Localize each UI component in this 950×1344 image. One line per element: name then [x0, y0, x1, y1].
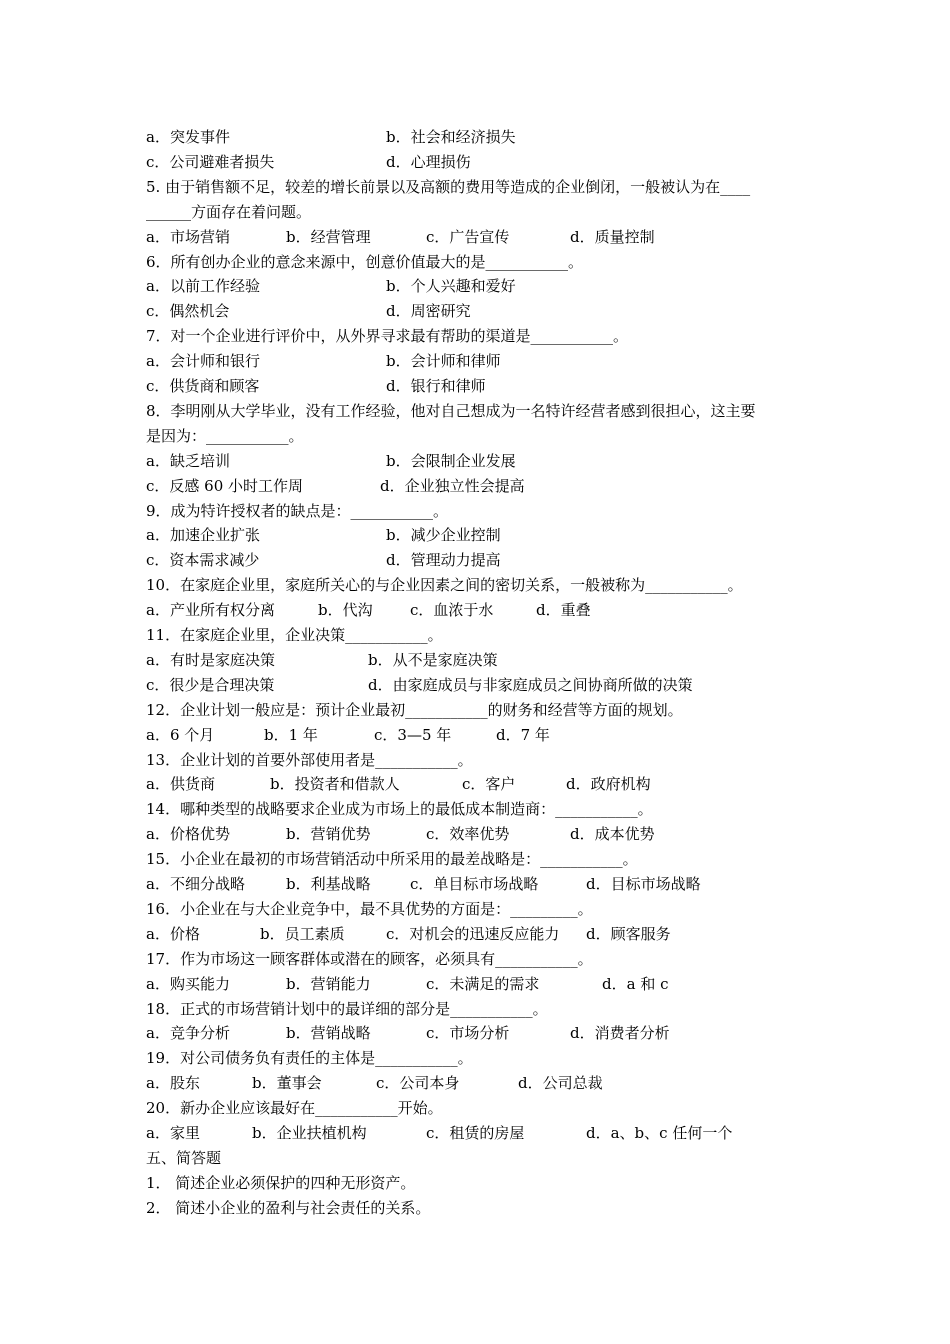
- option-a: a．6 个月: [146, 726, 215, 744]
- option-b: b．利基战略: [286, 875, 371, 893]
- option-d: d．目标市场战略: [586, 875, 701, 893]
- option-b: b．社会和经济损失: [386, 128, 516, 146]
- text-line: 17．作为市场这一顾客群体或潜在的顾客，必须具有___________。: [146, 950, 593, 968]
- text-line: 6．所有创办企业的意念来源中，创意价值最大的是___________。: [146, 253, 584, 271]
- option-a: a．市场营销: [146, 228, 230, 246]
- option-a: a．以前工作经验: [146, 277, 260, 295]
- option-b: d．企业独立性会提高: [380, 477, 525, 495]
- option-b: b．会计师和律师: [386, 352, 501, 370]
- option-b: b．投资者和借款人: [270, 775, 400, 793]
- option-a: c．反感 60 小时工作周: [146, 477, 304, 495]
- option-b: b．1 年: [264, 726, 318, 744]
- option-c: c．市场分析: [426, 1024, 510, 1042]
- text-line: 13．企业计划的首要外部使用者是___________。: [146, 751, 473, 769]
- option-b: b．营销能力: [286, 975, 371, 993]
- option-d: d．质量控制: [570, 228, 655, 246]
- option-b: b．经营管理: [286, 228, 371, 246]
- text-line: 19．对公司债务负有责任的主体是___________。: [146, 1049, 473, 1067]
- text-line: 12．企业计划一般应是：预计企业最初___________的财务和经营等方面的规划。: [146, 701, 683, 719]
- option-b: b．董事会: [252, 1074, 322, 1092]
- option-b: b．营销优势: [286, 825, 371, 843]
- option-b: b．从不是家庭决策: [368, 651, 498, 669]
- option-c: c．对机会的迅速反应能力: [386, 925, 560, 943]
- option-a: a．突发事件: [146, 128, 230, 146]
- option-d: d．a 和 c: [602, 975, 669, 993]
- option-b: d．心理损伤: [386, 153, 471, 171]
- option-c: c．客户: [462, 775, 516, 793]
- text-line: 9．成为特许授权者的缺点是：___________。: [146, 502, 449, 520]
- text-line: 是因为：___________。: [146, 427, 304, 445]
- option-c: c．未满足的需求: [426, 975, 540, 993]
- option-c: c．公司本身: [376, 1074, 460, 1092]
- option-b: b．营销战略: [286, 1024, 371, 1042]
- option-b: d．管理动力提高: [386, 551, 501, 569]
- option-b: b．代沟: [318, 601, 373, 619]
- text-line: 7．对一个企业进行评价中，从外界寻求最有帮助的渠道是___________。: [146, 327, 629, 345]
- option-a: a．加速企业扩张: [146, 526, 260, 544]
- option-d: d．7 年: [496, 726, 550, 744]
- option-b: b．企业扶植机构: [252, 1124, 367, 1142]
- option-a: a．缺乏培训: [146, 452, 230, 470]
- option-b: b．会限制企业发展: [386, 452, 516, 470]
- option-d: d．顾客服务: [586, 925, 671, 943]
- option-a: a．不细分战略: [146, 875, 245, 893]
- option-a: a．产业所有权分离: [146, 601, 275, 619]
- option-b: b．减少企业控制: [386, 526, 501, 544]
- option-a: a．价格优势: [146, 825, 230, 843]
- option-a: a．购买能力: [146, 975, 230, 993]
- text-line: 2． 简述小企业的盈利与社会责任的关系。: [146, 1199, 431, 1217]
- option-c: c．效率优势: [426, 825, 510, 843]
- option-d: d．成本优势: [570, 825, 655, 843]
- text-line: 16．小企业在与大企业竞争中，最不具优势的方面是：_________。: [146, 900, 593, 918]
- text-line: 1． 简述企业必须保护的四种无形资产。: [146, 1174, 416, 1192]
- option-d: d．政府机构: [566, 775, 651, 793]
- option-a: a．价格: [146, 925, 200, 943]
- text-line: 5. 由于销售额不足，较差的增长前景以及高额的费用等造成的企业倒闭，一般被认为在____: [146, 178, 751, 196]
- option-c: c．广告宣传: [426, 228, 510, 246]
- option-b: d．周密研究: [386, 302, 471, 320]
- option-a: a．供货商: [146, 775, 215, 793]
- option-a: c．供货商和顾客: [146, 377, 260, 395]
- text-line: 8．李明刚从大学毕业，没有工作经验，他对自己想成为一名特许经营者感到很担心，这主要: [146, 402, 756, 420]
- option-c: c．租赁的房屋: [426, 1124, 525, 1142]
- text-line: 14．哪种类型的战略要求企业成为市场上的最低成本制造商：___________。: [146, 800, 653, 818]
- text-line: 五、简答题: [146, 1149, 222, 1167]
- option-d: d．公司总裁: [518, 1074, 603, 1092]
- option-a: c．偶然机会: [146, 302, 230, 320]
- text-line: 15．小企业在最初的市场营销活动中所采用的最差战略是：___________。: [146, 850, 638, 868]
- option-a: c．公司避难者损失: [146, 153, 275, 171]
- option-b: d．由家庭成员与非家庭成员之间协商所做的决策: [368, 676, 693, 694]
- text-line: 10．在家庭企业里，家庭所关心的与企业因素之间的密切关系，一般被称为___________。: [146, 576, 743, 594]
- option-a: a．家里: [146, 1124, 200, 1142]
- option-b: b．员工素质: [260, 925, 345, 943]
- option-b: b．个人兴趣和爱好: [386, 277, 516, 295]
- option-d: d．消费者分析: [570, 1024, 670, 1042]
- option-c: c．单目标市场战略: [410, 875, 539, 893]
- text-line: 18．正式的市场营销计划中的最详细的部分是___________。: [146, 1000, 548, 1018]
- text-line: ______方面存在着问题。: [146, 203, 312, 221]
- text-line: 11．在家庭企业里，企业决策___________。: [146, 626, 443, 644]
- option-a: c．很少是合理决策: [146, 676, 275, 694]
- option-a: a．有时是家庭决策: [146, 651, 275, 669]
- option-a: a．股东: [146, 1074, 200, 1092]
- option-d: d．a、b、c 任何一个: [586, 1124, 733, 1142]
- text-line: 20．新办企业应该最好在___________开始。: [146, 1099, 443, 1117]
- option-a: c．资本需求减少: [146, 551, 260, 569]
- option-a: a．竞争分析: [146, 1024, 230, 1042]
- option-b: d．银行和律师: [386, 377, 486, 395]
- option-d: d．重叠: [536, 601, 591, 619]
- option-c: c．血浓于水: [410, 601, 494, 619]
- option-a: a．会计师和银行: [146, 352, 260, 370]
- option-c: c．3—5 年: [374, 726, 452, 744]
